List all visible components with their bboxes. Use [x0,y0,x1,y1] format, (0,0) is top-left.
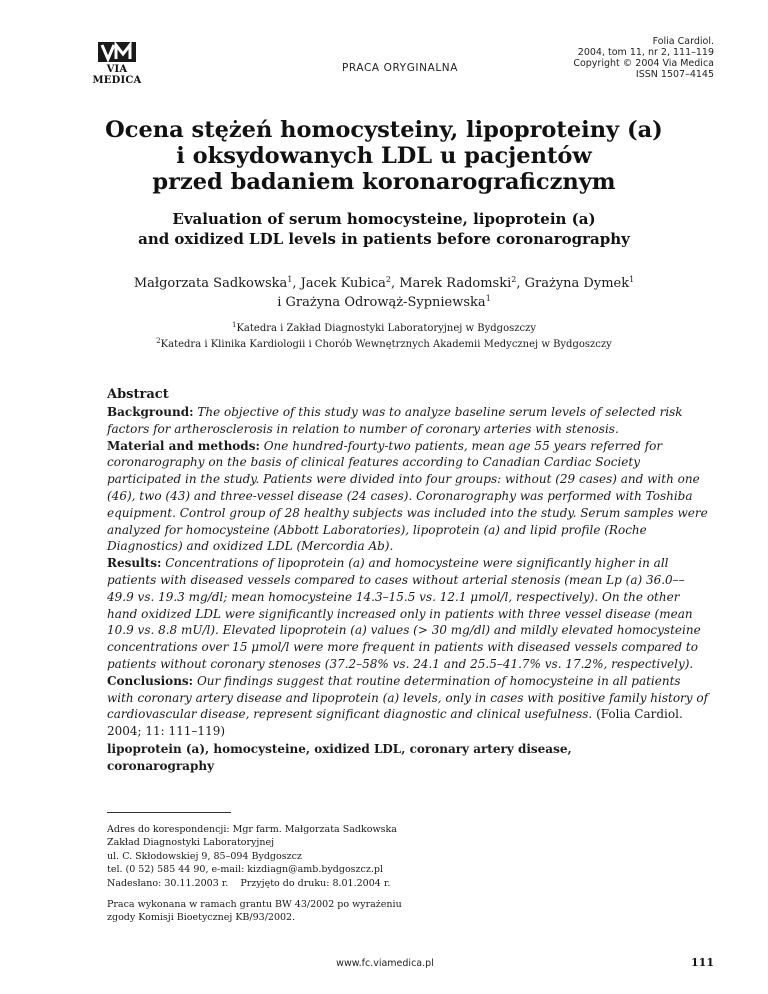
journal-info-line: 2004, tom 11, nr 2, 111–119 [577,47,714,58]
affiliation-mark: 2 [156,337,161,345]
abstract [107,386,711,775]
abstract-background [107,404,711,438]
footnote-line: Nadesłano: 30.11.2003 r. Przyjęto do druku: 8.01.2004 r. [107,877,391,889]
keywords-line: lipoprotein (a), homocysteine, oxidized LDL, coronary artery disease, [107,741,572,756]
affiliation-text: Katedra i Klinika Kardiologii i Chorób Wewnętrznych Akademii Medycznej w Bydgoszczy [160,339,612,350]
author-separator: , [292,276,301,291]
abstract-heading: Abstract [107,387,169,402]
author-affiliation-mark: 2 [511,275,517,284]
journal-info-line: ISSN 1507–4145 [635,69,714,80]
citation: (Folia Cardiol. 2004; 11: 111–119) [107,707,683,739]
abstract-results [107,555,711,673]
author-name: Marek Radomski [399,276,512,291]
keywords-line: coronarography [107,758,215,773]
footnote-line: Zakład Diagnostyki Laboratoryjnej [107,837,275,849]
author-name: Grażyna Dymek [524,276,630,291]
grant-line: Praca wykonana w ramach grantu BW 43/2002 po wyrażeniu [107,899,402,910]
title-polish-line: i oksydowanych LDL u pacjentów [176,143,592,169]
footnote-line: ul. C. Skłodowskiej 9, 85–094 Bydgoszcz [107,850,302,862]
conclusions-label: Conclusions: [107,673,194,688]
methods-label: Material and methods: [107,438,260,453]
background-text: The objective of this study was to analyze baseline serum levels of selected risk factors for artherosclerosis in relation to number of coronary arteries with stenosis. [107,405,683,436]
title-english-line: and oxidized LDL levels in patients before coronarography [138,230,630,248]
journal-info-line: Copyright © 2004 Via Medica [573,58,714,69]
journal-info [573,36,714,80]
author-separator: , [516,276,525,291]
author-line-2 [60,293,708,312]
grant-line: zgody Komisji Bioetycznej KB/93/2002. [107,912,296,924]
page-number: 111 [691,956,714,969]
abstract-methods [107,438,711,556]
author-list [60,274,708,312]
author-separator: , [391,276,400,291]
correspondence-footnote [107,823,527,890]
author-affiliation-mark: 1 [485,294,491,303]
results-text: Concentrations of lipoprotein (a) and homocysteine were significantly higher in all patients with diseased vessels compared to cases without arterial stenosis (mean Lp (a) 36.0––49.9 vs. 19.3 mg/dl; mean homocysteine 14.3–15.5 vs. 12.1 μmol/l, respectively). On the other hand oxidized LDL were significantly increased only in patients with three vessel disease (mean 10.9 vs. 8.8 mU/l). Elevated lipoprotein (a) values (> 30 mg/dl) and mildly elevated homocysteine concentrations over 15 μmol/l were more frequent in patients with diseased vessels compared to patients without coronary stenoses (37.2–58% vs. 24.1 and 25.5–41.7% vs. 17.2%, respectively). [107,556,701,671]
journal-website: www.fc.viamedica.pl [336,958,434,969]
title-polish [60,117,708,195]
affiliation-text: Katedra i Zakład Diagnostyki Laboratoryjnej w Bydgoszczy [236,323,537,334]
results-label: Results: [107,556,162,571]
author-affiliation-mark: 1 [629,275,635,284]
title-polish-line: Ocena stężeń homocysteiny, lipoproteiny (a) [105,117,663,143]
affiliation-mark: 1 [231,321,237,329]
author-name: Małgorzata Sadkowska [133,276,288,291]
footnote-divider [107,812,231,813]
affiliations [60,321,708,353]
author-line-1 [60,274,708,293]
author-affiliation-mark: 1 [287,275,293,284]
author-name: Jacek Kubica [300,276,386,291]
logo-text: VIA MEDICA [92,64,142,86]
title-polish-line: przed badaniem koronarograficznym [152,169,616,195]
journal-info-line: Folia Cardiol. [652,36,714,47]
methods-text: One hundred-fourty-two patients, mean age 55 years referred for coronarography on the basis of clinical features according to Canadian Cardiac Society participated in the study. Patients were divided into four groups: without (29 cases) and with one (46), two (43) and three-vessel disease (24 cases). Coronarography was performed with Toshiba equipment. Control group of 28 healthy subjects was included into the study. Serum samples were analyzed for homocysteine (Abbott Laboratories), lipoprotein (a) and lipid profile (Roche Diagnostics) and oxidized LDL (Mercordia Ab). [107,438,708,554]
footnote-line: Adres do korespondencji: Mgr farm. Małgorzata Sadkowska [107,824,397,835]
article-type-label: PRACA ORYGINALNA [341,62,459,74]
keywords [107,741,711,775]
affiliation-line [60,321,708,337]
affiliation-line [60,337,708,353]
background-label: Background: [107,405,194,419]
grant-note [107,898,527,925]
title-english [60,209,708,249]
title-english-line: Evaluation of serum homocysteine, lipoprotein (a) [172,210,596,228]
footnote-line: tel. (0 52) 585 44 90, e-mail: kizdiagn@amb.bydgoszcz.pl [107,864,384,876]
conclusions-text: Our findings suggest that routine determination of homocysteine in all patients with coronary artery disease and lipoprotein (a) levels, only in cases with positive family history of cardiovascular disease, represent significant diagnostic and clinical usefulness. [107,673,709,722]
author-conjunction: i [277,295,282,310]
author-name: Grażyna Odrowąż-Sypniewska [285,295,486,310]
via-medica-logo-icon [98,42,136,62]
publisher-logo [82,40,152,86]
abstract-conclusions [107,673,711,740]
author-affiliation-mark: 2 [385,275,391,284]
